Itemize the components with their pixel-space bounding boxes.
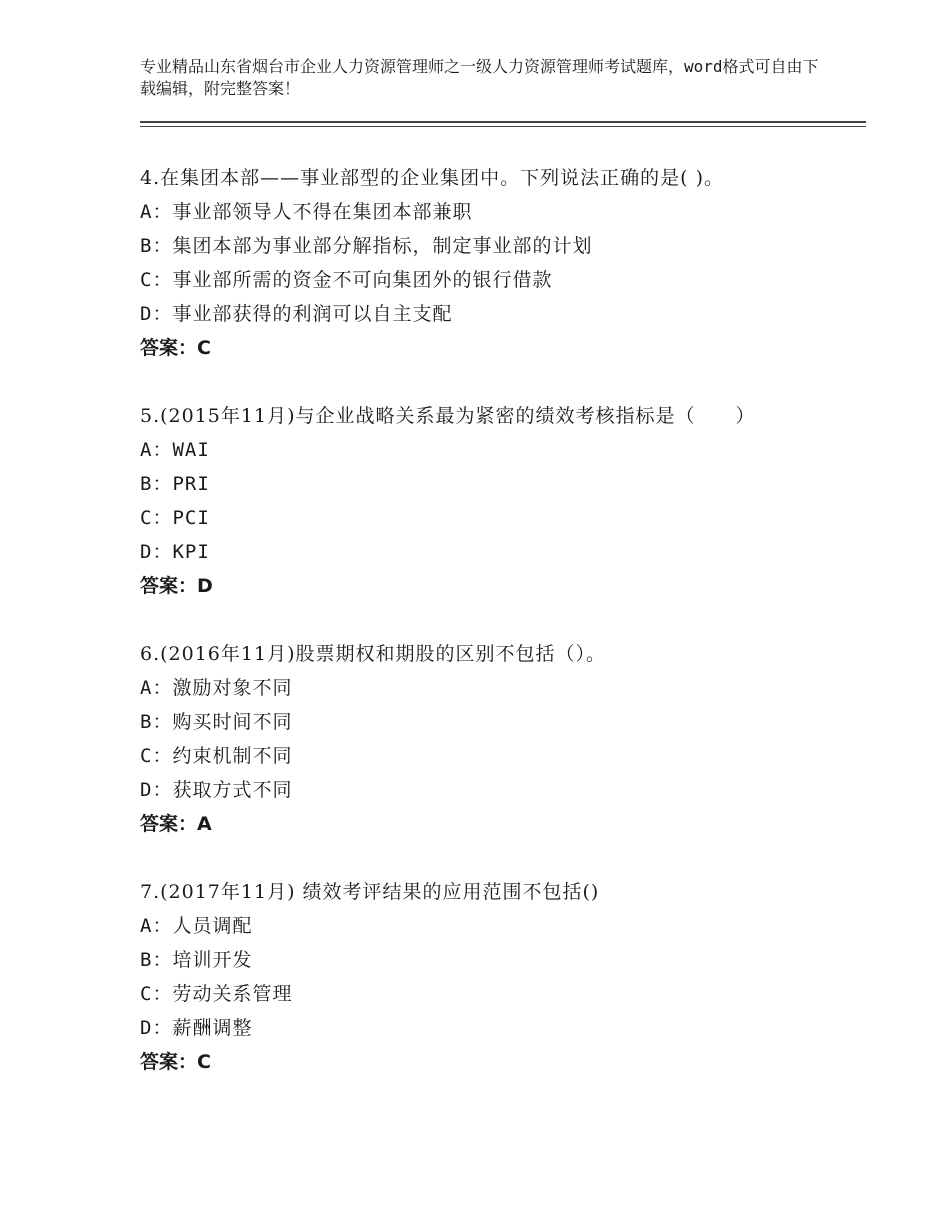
- option-c: C：PCI: [140, 507, 210, 529]
- document-header: 专业精品山东省烟台市企业人力资源管理师之一级人力资源管理师考试题库，word格式可自由下载编辑，附完整答案！: [140, 57, 819, 98]
- option-a: A：激励对象不同: [140, 677, 293, 699]
- question-6: [140, 637, 866, 841]
- answer-label: 答案：C: [140, 1051, 211, 1073]
- option-c: C：约束机制不同: [140, 745, 293, 767]
- option-b: B：购买时间不同: [140, 711, 293, 733]
- question-list: [140, 161, 866, 1079]
- answer-label: 答案：A: [140, 813, 212, 835]
- option-b: B：PRI: [140, 473, 210, 495]
- question-stem: 6.(2016年11月)股票期权和期股的区别不包括（）。: [140, 643, 606, 665]
- option-d: D：KPI: [140, 541, 210, 563]
- option-b: B：培训开发: [140, 949, 253, 971]
- answer-label: 答案：D: [140, 575, 213, 597]
- option-a: A：事业部领导人不得在集团本部兼职: [140, 201, 473, 223]
- answer-label: 答案：C: [140, 337, 211, 359]
- question-5: [140, 399, 866, 603]
- option-a: A：人员调配: [140, 915, 253, 937]
- option-a: A：WAI: [140, 439, 210, 461]
- question-stem: 7.(2017年11月) 绩效考评结果的应用范围不包括(): [140, 881, 600, 903]
- document-page: [140, 56, 866, 1113]
- option-d: D：获取方式不同: [140, 779, 293, 801]
- question-stem: 4.在集团本部——事业部型的企业集团中。下列说法正确的是( )。: [140, 167, 724, 189]
- option-c: C：劳动关系管理: [140, 983, 293, 1005]
- question-7: [140, 875, 866, 1079]
- question-4: [140, 161, 866, 365]
- header-divider: [140, 121, 866, 123]
- option-d: D：事业部获得的利润可以自主支配: [140, 303, 453, 325]
- option-d: D：薪酬调整: [140, 1017, 253, 1039]
- question-stem: 5.(2015年11月)与企业战略关系最为紧密的绩效考核指标是（ ）: [140, 405, 756, 427]
- option-b: B：集团本部为事业部分解指标，制定事业部的计划: [140, 235, 593, 257]
- option-c: C：事业部所需的资金不可向集团外的银行借款: [140, 269, 553, 291]
